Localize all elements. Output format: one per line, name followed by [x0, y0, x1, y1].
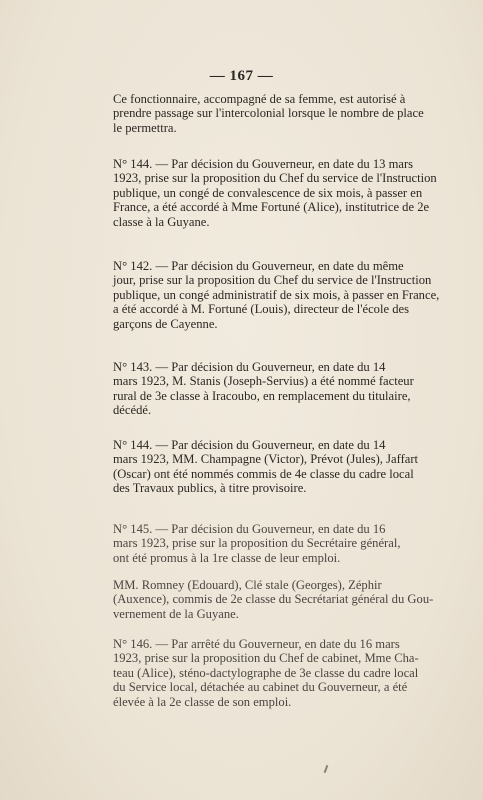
text-line: 1923, prise sur la proposition du Chef de cabinet, Mme Cha-	[113, 651, 419, 666]
text-line: du Service local, détachée au cabinet du Gouverneur, a été	[113, 680, 408, 695]
text-line: MM. Romney (Edouard), Clé stale (Georges), Zéphir	[113, 578, 382, 592]
text-line: N° 144. — Par décision du Gouverneur, en date du 13 mars	[113, 157, 414, 171]
text-line: mars 1923, M. Stanis (Joseph-Servius) a été nommé facteur	[113, 374, 414, 389]
text-line: vernement de la Guyane.	[113, 606, 239, 621]
page-number: — 167 —	[209, 68, 274, 84]
text-line: Ce fonctionnaire, accompagné de sa femme, est autorisé à	[113, 92, 406, 106]
text-line: des Travaux publics, à titre provisoire.	[113, 481, 307, 496]
text-line: N° 145. — Par décision du Gouverneur, en date du 16	[113, 522, 386, 536]
text-line: prendre passage sur l'intercolonial lorsque le nombre de place	[113, 106, 424, 121]
text-line: rural de 3e classe à Iracoubo, en remplacement du titulaire,	[113, 388, 411, 403]
text-line: N° 144. — Par décision du Gouverneur, en date du 14	[113, 438, 386, 452]
paragraph-names-list	[113, 578, 446, 621]
text-line: France, a été accordé à Mme Fortuné (Alice), institutrice de 2e	[113, 200, 430, 215]
text-line: N° 142. — Par décision du Gouverneur, en date du même	[113, 259, 404, 273]
text-line: (Auxence), commis de 2e classe du Secrétariat général du Gou-	[113, 592, 434, 607]
text-line: N° 143. — Par décision du Gouverneur, en date du 14	[113, 360, 386, 374]
text-line: 1923, prise sur la proposition du Chef du service de l'Instruction	[113, 171, 437, 186]
text-line: teau (Alice), sténo-dactylographe de 3e classe du cadre local	[113, 665, 419, 680]
text-line: mars 1923, prise sur la proposition du Secrétaire général,	[113, 536, 401, 551]
paragraph-continuation	[113, 92, 446, 135]
paragraph-decision-143	[113, 360, 446, 418]
paragraph-decision-144	[113, 157, 446, 229]
ink-mark	[324, 765, 329, 773]
paragraph-decision-146	[113, 637, 446, 709]
text-line: le permettra.	[113, 120, 177, 135]
text-line: jour, prise sur la proposition du Chef du service de l'Instruction	[113, 273, 432, 288]
text-line: mars 1923, MM. Champagne (Victor), Prévot (Jules), Jaffart	[113, 452, 419, 467]
text-line: (Oscar) ont été nommés commis de 4e classe du cadre local	[113, 466, 414, 481]
text-line: garçons de Cayenne.	[113, 316, 218, 331]
text-line: publique, un congé de convalescence de six mois, à passer en	[113, 185, 423, 200]
text-line: décédé.	[113, 403, 152, 418]
paragraph-decision-145	[113, 522, 446, 565]
paragraph-decision-142	[113, 259, 446, 331]
text-line: élevée à la 2e classe de son emploi.	[113, 694, 292, 709]
text-line: ont été promus à la 1re classe de leur emploi.	[113, 550, 341, 565]
paragraph-decision-144b	[113, 438, 446, 496]
text-line: classe à la Guyane.	[113, 214, 210, 229]
text-line: N° 146. — Par arrêté du Gouverneur, en date du 16 mars	[113, 637, 400, 651]
text-line: a été accordé à M. Fortuné (Louis), directeur de l'école des	[113, 302, 409, 317]
text-line: publique, un congé administratif de six mois, à passer en France,	[113, 287, 440, 302]
